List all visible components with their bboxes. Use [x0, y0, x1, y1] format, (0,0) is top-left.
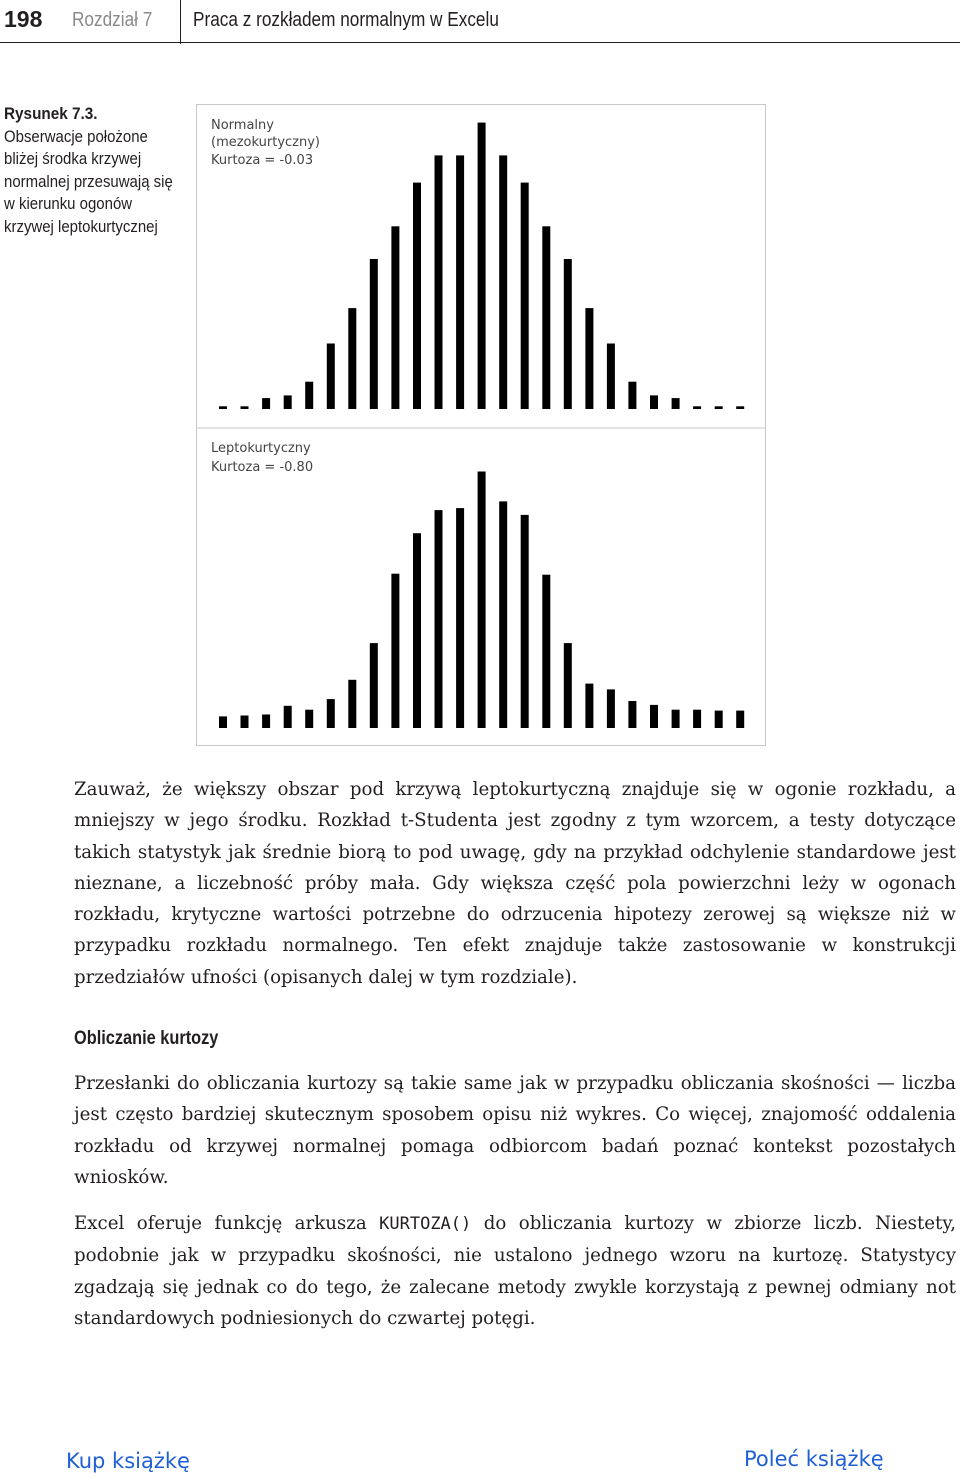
bar-normal-9	[391, 226, 399, 409]
paragraph-3-start: Excel oferuje funkcję arkusza	[74, 1213, 380, 1234]
bar-leptokurtic-11	[435, 510, 443, 728]
bar-normal-14	[499, 155, 507, 409]
paragraph-3-end: do obliczania kurtozy w zbiorze liczb. Niestety, podobnie jak w przypadku skośności, nie ustalono jednego wzoru na kurtozę. Statystycy zgadzają się jednak co do tego, że zalecane metody zwykle korzystają z pewnej odmiany not standardowych podniesionych do czwartej potęgi.	[74, 1213, 956, 1329]
bar-leptokurtic-20	[628, 701, 636, 728]
recommend-book-link[interactable]: Poleć książkę	[744, 1447, 884, 1471]
bar-normal-22	[672, 398, 680, 409]
function-name-kurtoza: KURTOZA()	[379, 1214, 472, 1234]
bar-normal-15	[521, 183, 529, 409]
bar-normal-23	[693, 406, 701, 409]
bar-leptokurtic-17	[564, 643, 572, 728]
bar-leptokurtic-1	[219, 716, 227, 728]
bar-leptokurtic-6	[327, 699, 335, 728]
bar-leptokurtic-14	[499, 501, 507, 728]
bar-leptokurtic-10	[413, 533, 421, 728]
bar-normal-19	[607, 344, 615, 410]
bar-leptokurtic-2	[241, 716, 249, 729]
bar-leptokurtic-23	[693, 710, 701, 728]
header-separator	[180, 0, 181, 44]
bar-normal-10	[413, 183, 421, 409]
bar-leptokurtic-7	[348, 680, 356, 728]
bar-leptokurtic-5	[305, 710, 313, 728]
bar-leptokurtic-24	[715, 711, 723, 728]
bar-normal-17	[564, 259, 572, 409]
buy-book-link[interactable]: Kup książkę	[66, 1449, 190, 1473]
bar-leptokurtic-9	[391, 574, 399, 728]
bar-normal-12	[456, 155, 464, 409]
paragraph-1: Zauważ, że większy obszar pod krzywą leptokurtyczną znajduje się w ogonie rozkładu, a mniejszy w jego środku. Rozkład t-Studenta jest zgodny z tym wzorcem, a testy dotyczące takich statystyk jak średnie biorą to pod uwagę, gdy na przykład odchylenie standardowe jest nieznane, a liczebność próby mała. Gdy większa część pola powierzchni leży w ogonach rozkładu, krytyczne wartości potrzebne do odrzucenia hipotezy zerowej są większe niż w przypadku rozkładu normalnego. Ten efekt znajduje także zastosowanie w konstrukcji przedziałów ufności (opisanych dalej w tym rozdziale).	[74, 779, 956, 988]
chart-normal-annotation: Kurtoza = -0.03	[211, 153, 314, 168]
bar-normal-20	[628, 382, 636, 409]
bar-normal-21	[650, 395, 658, 409]
bar-leptokurtic-18	[585, 684, 593, 728]
chart-leptokurtic	[211, 441, 744, 728]
figure-label: Rysunek 7.3.	[4, 104, 98, 123]
bar-leptokurtic-21	[650, 705, 658, 728]
bar-leptokurtic-16	[542, 575, 550, 728]
bar-leptokurtic-12	[456, 508, 464, 728]
figure-caption-text: Obserwacje położone bliżej środka krzywej normalnej przesuwają się w kierunku ogonów krzywej leptokurtycznej	[4, 126, 173, 236]
bar-normal-7	[348, 308, 356, 409]
chart-normal-title: Normalny	[211, 118, 274, 133]
bar-leptokurtic-19	[607, 689, 615, 728]
bar-normal-13	[478, 123, 486, 409]
figure-7-3	[196, 104, 766, 746]
header-rule	[0, 42, 960, 43]
bar-leptokurtic-13	[478, 472, 486, 729]
paragraph-2: Przesłanki do obliczania kurtozy są takie same jak w przypadku obliczania skośności — liczba jest często bardziej skutecznym sposobem opisu niż wykres. Co więcej, znajomość oddalenia rozkładu od krzywej normalnej pomaga odbiorcom badań poznać kontekst pozostałych wniosków.	[74, 1073, 956, 1188]
bar-leptokurtic-15	[521, 515, 529, 728]
chapter-label: Rozdział 7	[72, 9, 153, 31]
bar-normal-25	[736, 406, 744, 409]
bar-leptokurtic-4	[284, 706, 292, 728]
section-heading: Obliczanie kurtozy	[74, 1028, 219, 1049]
bar-leptokurtic-3	[262, 715, 270, 729]
bar-normal-2	[241, 406, 249, 409]
page-number: 198	[4, 6, 43, 32]
bar-leptokurtic-25	[736, 711, 744, 728]
chart-leptokurtic-annotation: Kurtoza = -0.80	[211, 460, 314, 475]
bar-leptokurtic-22	[672, 710, 680, 728]
paragraph-3	[74, 1208, 956, 1334]
bar-normal-5	[305, 382, 313, 409]
bar-normal-16	[542, 226, 550, 409]
bar-normal-6	[327, 344, 335, 410]
bar-normal-1	[219, 406, 227, 409]
chart-normal-subtitle: (mezokurtyczny)	[211, 135, 320, 150]
bar-normal-18	[585, 308, 593, 409]
bar-normal-8	[370, 259, 378, 409]
figure-charts	[197, 105, 765, 745]
bar-normal-11	[435, 155, 443, 409]
bar-leptokurtic-8	[370, 643, 378, 728]
chart-leptokurtic-title: Leptokurtyczny	[211, 441, 311, 456]
running-header	[0, 0, 960, 45]
bar-normal-24	[715, 406, 723, 409]
figure-caption	[4, 103, 184, 238]
bar-normal-3	[262, 398, 270, 409]
bar-normal-4	[284, 395, 292, 409]
chart-normal	[211, 118, 744, 409]
chapter-title: Praca z rozkładem normalnym w Excelu	[193, 9, 499, 31]
